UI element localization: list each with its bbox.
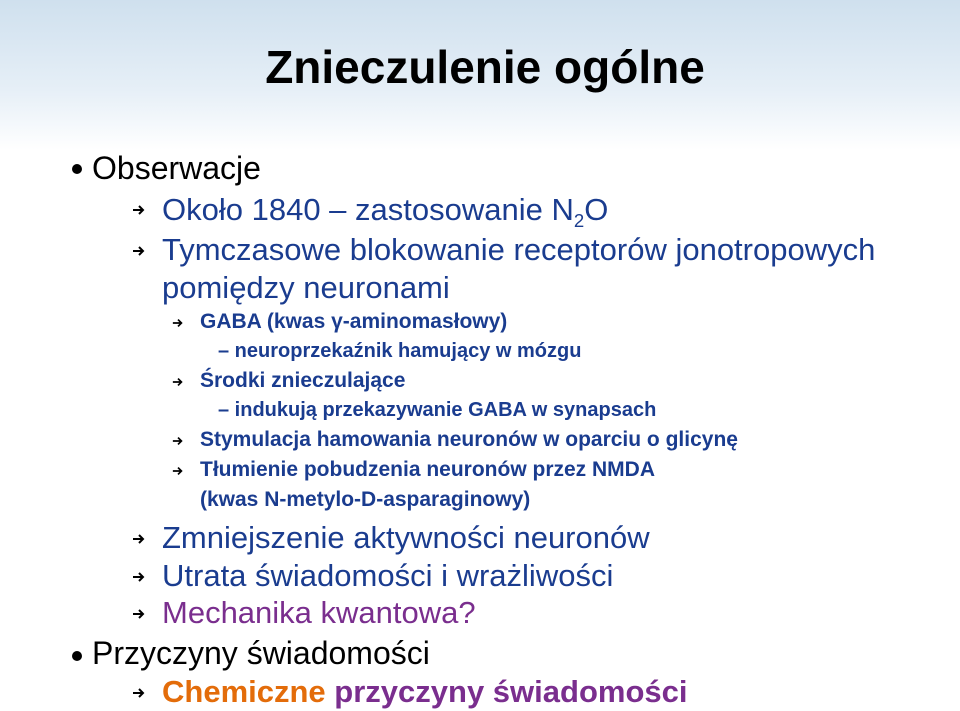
slide-title: Znieczulenie ogólne <box>265 41 705 93</box>
observation-item-1-prefix: Około 1840 – zastosowanie N <box>162 192 574 227</box>
arrow-bullet-icon <box>132 203 146 217</box>
arrow-bullet-icon <box>132 570 146 584</box>
sub-item-gaba-detail: – neuroprzekaźnik hamujący w mózgu <box>218 340 582 362</box>
sub-item-anesthetics: Środki znieczulające <box>200 369 406 392</box>
observation-item-3: Zmniejszenie aktywności neuronów <box>162 520 650 555</box>
observation-item-4: Utrata świadomości i wrażliwości <box>162 558 614 593</box>
arrow-bullet-icon <box>132 607 146 621</box>
heading-causes: Przyczyny świadomości <box>92 635 430 671</box>
arrow-bullet-icon <box>172 435 186 449</box>
observation-item-5: Mechanika kwantowa? <box>162 595 476 630</box>
arrow-bullet-icon <box>132 686 146 700</box>
observation-item-2-line2: pomiędzy neuronami <box>162 270 450 305</box>
observation-item-1 <box>162 192 608 232</box>
sub-item-nmda-line2: (kwas N-metylo-D-asparaginowy) <box>200 488 531 511</box>
observation-item-1-subscript: 2 <box>573 210 585 232</box>
causes-item-1-highlight: Chemiczne <box>162 674 326 709</box>
arrow-bullet-icon <box>132 244 146 258</box>
arrow-bullet-icon <box>172 465 186 479</box>
arrow-bullet-icon <box>172 317 186 331</box>
observation-item-2-line1: Tymczasowe blokowanie receptorów jonotropowych <box>162 232 876 267</box>
arrow-bullet-icon <box>132 532 146 546</box>
causes-item-1-rest: przyczyny świadomości <box>325 674 688 709</box>
arrow-bullet-icon <box>172 376 186 390</box>
sub-item-anesthetics-detail: – indukują przekazywanie GABA w synapsach <box>218 399 657 421</box>
observation-item-1-suffix: O <box>584 192 609 227</box>
bullet-dot <box>72 164 82 174</box>
causes-item-1 <box>162 674 687 710</box>
heading-observations: Obserwacje <box>92 150 261 186</box>
bullet-dot <box>72 651 82 661</box>
sub-item-gaba: GABA (kwas γ-aminomasłowy) <box>200 310 508 333</box>
sub-item-nmda-line1: Tłumienie pobudzenia neuronów przez NMDA <box>200 458 656 481</box>
sub-item-glycine: Stymulacja hamowania neuronów w oparciu o glicynę <box>200 428 738 451</box>
